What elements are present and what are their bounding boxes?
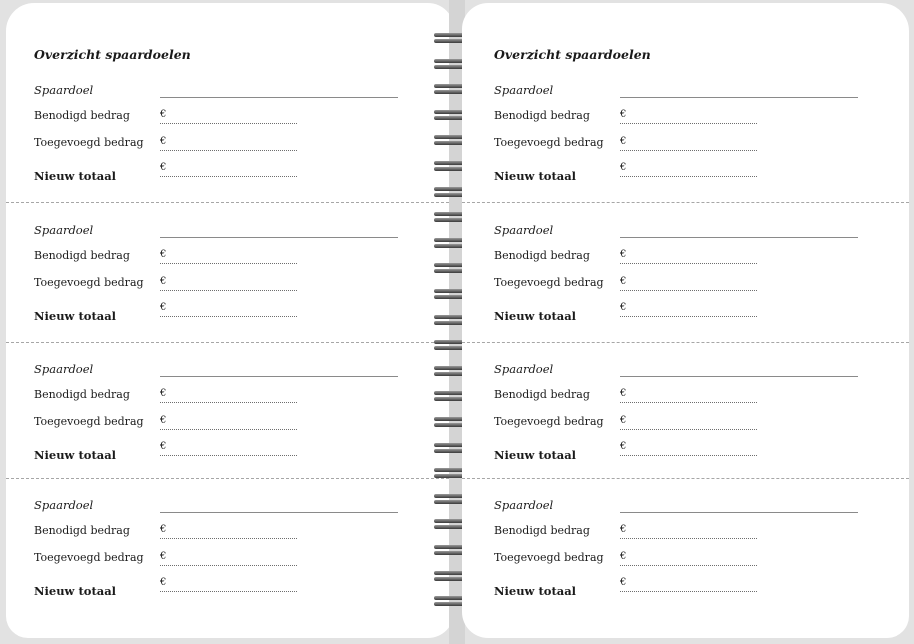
page-title: Overzicht spaardoelen	[494, 47, 651, 62]
currency-symbol: €	[620, 388, 627, 399]
goal-label: Spaardoel	[494, 498, 554, 512]
savings-goal-block	[466, 83, 909, 219]
new-total-field[interactable]	[620, 162, 757, 177]
needed-amount-label: Benodigd bedrag	[34, 249, 130, 262]
needed-amount-field[interactable]	[620, 109, 757, 124]
added-amount-field[interactable]	[620, 136, 757, 151]
needed-amount-field[interactable]	[620, 388, 757, 403]
added-amount-label: Toegevoegd bedrag	[494, 276, 604, 289]
currency-symbol: €	[160, 551, 167, 562]
needed-amount-label: Benodigd bedrag	[494, 524, 590, 537]
new-total-field[interactable]	[620, 302, 757, 317]
savings-goal-block	[6, 362, 454, 498]
goal-label: Spaardoel	[34, 83, 94, 97]
goal-name-field[interactable]	[620, 376, 858, 377]
added-amount-label: Toegevoegd bedrag	[494, 415, 604, 428]
new-total-field[interactable]	[620, 441, 757, 456]
added-amount-label: Toegevoegd bedrag	[34, 415, 144, 428]
new-total-label: Nieuw totaal	[494, 584, 577, 598]
savings-goal-block	[466, 223, 909, 359]
currency-symbol: €	[620, 162, 627, 173]
needed-amount-field[interactable]	[160, 388, 297, 403]
goal-name-field[interactable]	[620, 97, 858, 98]
currency-symbol: €	[620, 136, 627, 147]
new-total-label: Nieuw totaal	[494, 169, 577, 183]
needed-amount-label: Benodigd bedrag	[34, 388, 130, 401]
goal-label: Spaardoel	[494, 83, 554, 97]
goal-name-field[interactable]	[620, 237, 858, 238]
new-total-field[interactable]	[160, 162, 297, 177]
new-total-field[interactable]	[160, 441, 297, 456]
needed-amount-label: Benodigd bedrag	[494, 249, 590, 262]
currency-symbol: €	[160, 441, 167, 452]
added-amount-field[interactable]	[620, 276, 757, 291]
added-amount-field[interactable]	[620, 415, 757, 430]
added-amount-label: Toegevoegd bedrag	[494, 551, 604, 564]
new-total-label: Nieuw totaal	[34, 309, 117, 323]
currency-symbol: €	[160, 415, 167, 426]
added-amount-field[interactable]	[160, 415, 297, 430]
needed-amount-field[interactable]	[620, 524, 757, 539]
goal-name-field[interactable]	[160, 376, 398, 377]
currency-symbol: €	[620, 524, 627, 535]
added-amount-label: Toegevoegd bedrag	[34, 136, 144, 149]
new-total-label: Nieuw totaal	[494, 448, 577, 462]
currency-symbol: €	[620, 551, 627, 562]
new-total-field[interactable]	[160, 577, 297, 592]
currency-symbol: €	[160, 388, 167, 399]
savings-goal-block	[466, 362, 909, 498]
needed-amount-label: Benodigd bedrag	[34, 524, 130, 537]
savings-goal-block	[6, 83, 454, 219]
added-amount-label: Toegevoegd bedrag	[494, 136, 604, 149]
new-total-label: Nieuw totaal	[34, 448, 117, 462]
goal-name-field[interactable]	[160, 97, 398, 98]
added-amount-field[interactable]	[160, 551, 297, 566]
goal-label: Spaardoel	[494, 223, 554, 237]
added-amount-field[interactable]	[160, 136, 297, 151]
needed-amount-label: Benodigd bedrag	[34, 109, 130, 122]
currency-symbol: €	[620, 249, 627, 260]
goal-label: Spaardoel	[34, 362, 94, 376]
added-amount-field[interactable]	[620, 551, 757, 566]
savings-goal-block	[6, 498, 454, 634]
savings-goal-block	[466, 498, 909, 634]
savings-goal-block	[6, 223, 454, 359]
right-page	[462, 3, 909, 638]
new-total-label: Nieuw totaal	[494, 309, 577, 323]
new-total-field[interactable]	[620, 577, 757, 592]
new-total-label: Nieuw totaal	[34, 169, 117, 183]
currency-symbol: €	[620, 441, 627, 452]
currency-symbol: €	[620, 302, 627, 313]
currency-symbol: €	[620, 109, 627, 120]
currency-symbol: €	[160, 524, 167, 535]
needed-amount-field[interactable]	[160, 524, 297, 539]
needed-amount-label: Benodigd bedrag	[494, 109, 590, 122]
goal-name-field[interactable]	[160, 237, 398, 238]
added-amount-label: Toegevoegd bedrag	[34, 551, 144, 564]
currency-symbol: €	[160, 249, 167, 260]
currency-symbol: €	[620, 276, 627, 287]
goal-name-field[interactable]	[160, 512, 398, 513]
currency-symbol: €	[620, 415, 627, 426]
needed-amount-field[interactable]	[160, 109, 297, 124]
goal-label: Spaardoel	[34, 223, 94, 237]
currency-symbol: €	[160, 302, 167, 313]
needed-amount-label: Benodigd bedrag	[494, 388, 590, 401]
added-amount-label: Toegevoegd bedrag	[34, 276, 144, 289]
currency-symbol: €	[160, 577, 167, 588]
new-total-field[interactable]	[160, 302, 297, 317]
currency-symbol: €	[160, 276, 167, 287]
currency-symbol: €	[160, 136, 167, 147]
currency-symbol: €	[160, 109, 167, 120]
goal-name-field[interactable]	[620, 512, 858, 513]
currency-symbol: €	[620, 577, 627, 588]
added-amount-field[interactable]	[160, 276, 297, 291]
left-page	[6, 3, 454, 638]
goal-label: Spaardoel	[494, 362, 554, 376]
currency-symbol: €	[160, 162, 167, 173]
page-title: Overzicht spaardoelen	[34, 47, 191, 62]
new-total-label: Nieuw totaal	[34, 584, 117, 598]
needed-amount-field[interactable]	[160, 249, 297, 264]
needed-amount-field[interactable]	[620, 249, 757, 264]
goal-label: Spaardoel	[34, 498, 94, 512]
